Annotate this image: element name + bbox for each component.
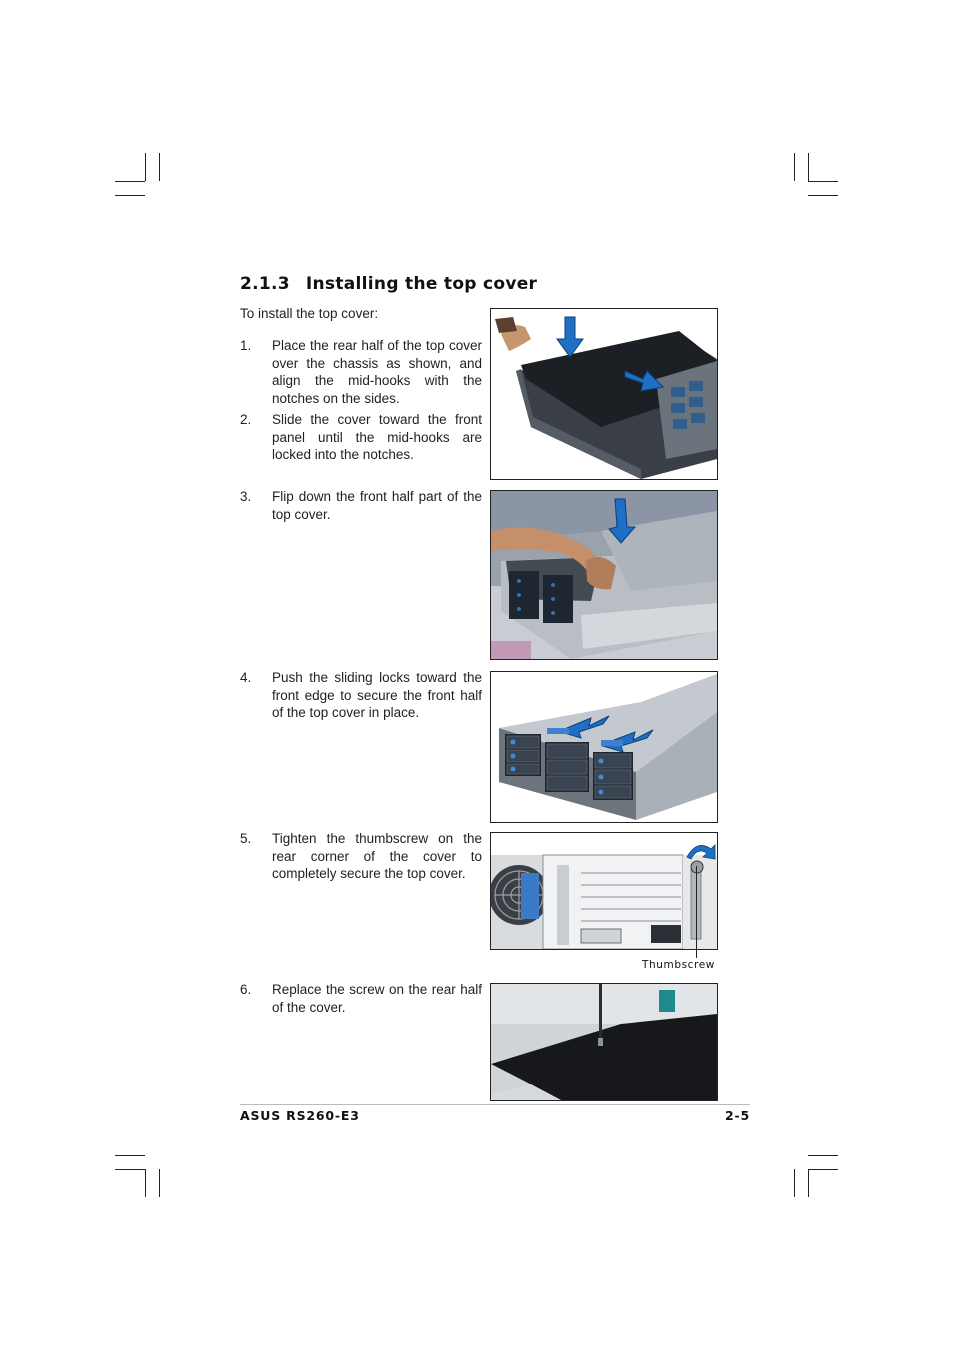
crop-mark — [145, 153, 146, 181]
crop-mark — [808, 1155, 838, 1156]
step-text: Flip down the front half part of the top cover. — [272, 489, 482, 522]
callout-leader-line — [696, 866, 697, 958]
crop-mark — [159, 153, 160, 181]
crop-mark — [808, 1169, 838, 1170]
crop-mark — [808, 1169, 809, 1197]
crop-mark — [808, 181, 838, 182]
step-text: Slide the cover toward the front panel until the mid-hooks are locked into the notches. — [272, 412, 482, 462]
step-number: 1. — [240, 338, 252, 353]
section-number: 2.1.3 — [240, 274, 290, 294]
crop-mark — [115, 1169, 145, 1170]
footer-page-number: 2-5 — [725, 1108, 750, 1123]
step-number: 5. — [240, 831, 252, 846]
figure-thumbscrew — [490, 832, 718, 950]
thumbscrew-callout: Thumbscrew — [642, 959, 715, 971]
crop-mark — [794, 153, 795, 181]
crop-mark — [115, 181, 145, 182]
crop-mark — [794, 1169, 795, 1197]
step-number: 3. — [240, 489, 252, 504]
step-text: Push the sliding locks toward the front edge to secure the front half of the top cover in place. — [272, 670, 482, 720]
footer-product-name: ASUS RS260-E3 — [240, 1108, 360, 1123]
footer-rule — [240, 1104, 750, 1105]
crop-mark — [808, 195, 838, 196]
figure-flip-front-cover — [490, 490, 718, 660]
intro-text: To install the top cover: — [240, 306, 379, 321]
step-text: Replace the screw on the rear half of the cover. — [272, 982, 482, 1015]
figure-place-rear-cover — [490, 308, 718, 480]
crop-mark — [808, 153, 809, 181]
crop-mark — [115, 1155, 145, 1156]
figure-replace-screw — [490, 983, 718, 1101]
crop-mark — [159, 1169, 160, 1197]
section-heading — [240, 274, 537, 294]
step-number: 2. — [240, 412, 252, 427]
section-title: Installing the top cover — [305, 274, 538, 294]
step-number: 6. — [240, 982, 252, 997]
crop-mark — [145, 1169, 146, 1197]
figure-sliding-locks — [490, 671, 718, 823]
step-text: Tighten the thumbscrew on the rear corner of the cover to completely secure the top cover. — [272, 831, 482, 881]
step-number: 4. — [240, 670, 252, 685]
crop-mark — [115, 195, 145, 196]
step-text: Place the rear half of the top cover over the chassis as shown, and align the mid-hooks with the notches on the sides. — [272, 338, 482, 406]
